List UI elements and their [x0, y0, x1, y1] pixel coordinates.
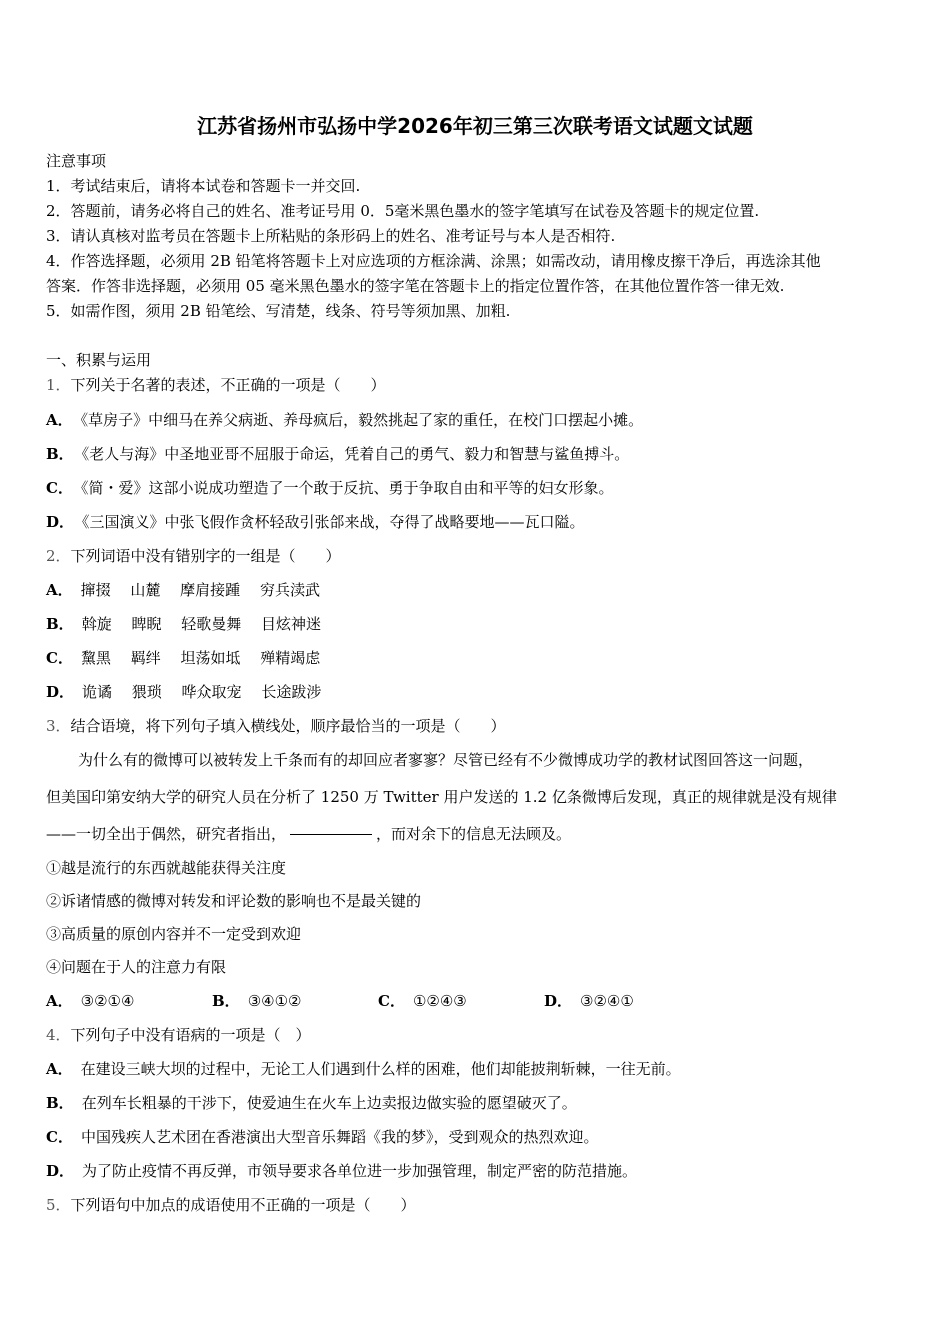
notice-item: 2．答题前，请务必将自己的姓名、准考证号用 0．5毫米黑色墨水的签字笔填写在试卷及答题卡的规定位置.: [46, 202, 760, 220]
q2-option-c: C． 黧黑 羁绊 坦荡如坻 殚精竭虑: [46, 649, 321, 667]
notice-item: 5．如需作图，须用 2B 铅笔绘、写清楚，线条、符号等须加黑、加粗.: [46, 302, 511, 320]
question-stem: 下列词语中没有错别字的一组是（ ）: [70, 547, 341, 565]
q1-option-d: D． 《三国演义》中张飞假作贪杯轻敌引张郃来战，夺得了战略要地——瓦口隘。: [46, 513, 585, 531]
q3-sentence: ③高质量的原创内容并不一定受到欢迎: [46, 925, 302, 943]
q3-option-b: B． ③④①②: [212, 992, 302, 1010]
question-stem: 下列句子中没有语病的一项是（ ）: [70, 1026, 311, 1044]
q2-option-d: D． 诡谲 猥琐 哗众取宠 长途跋涉: [46, 683, 322, 701]
notice-heading: 注意事项: [46, 152, 107, 170]
q2-option-b: B． 斡旋 睥睨 轻歌曼舞 目炫神迷: [46, 615, 321, 633]
question-number: 4．: [46, 1026, 71, 1044]
question-5: [46, 1195, 416, 1215]
section-heading: 一、积累与运用: [46, 351, 152, 369]
notice-item: 4．作答选择题，必须用 2B 铅笔将答题卡上对应选项的方框涂满、涂黑；如需改动，请用橡皮擦干净后，再选涂其他: [46, 252, 821, 270]
question-stem: 结合语境，将下列句子填入横线处，顺序最恰当的一项是（ ）: [70, 717, 506, 735]
q3-passage: 但美国印第安纳大学的研究人员在分析了 1250 万 Twitter 用户发送的 1.2 亿条微博后发现，真正的规律就是没有规律: [46, 788, 837, 806]
q4-option-d: D． 为了防止疫情不再反弹，市领导要求各单位进一步加强管理，制定严密的防范措施。: [46, 1162, 638, 1180]
notice-item: 答案．作答非选择题，必须用 05 毫米黑色墨水的签字笔在答题卡上的指定位置作答，在其他位置作答一律无效.: [46, 277, 785, 295]
q3-options: [46, 991, 710, 1011]
q3-option-a: A． ③②①④: [46, 992, 135, 1010]
q3-sentence: ②诉诸情感的微博对转发和评论数的影响也不是最关键的: [46, 892, 422, 910]
question-2: [46, 546, 341, 566]
fill-blank: [290, 834, 372, 835]
q3-passage: ——一切全出于偶然，研究者指出， ，而对余下的信息无法顾及。: [46, 825, 572, 843]
question-number: 2．: [46, 547, 71, 565]
q1-option-a: A． 《草房子》中细马在养父病逝、养母疯后，毅然挑起了家的重任，在校门口摆起小摊。: [46, 411, 644, 429]
notice-item: 1．考试结束后，请将本试卷和答题卡一并交回.: [46, 177, 361, 195]
question-number: 1．: [46, 376, 71, 394]
q3-option-c: C． ①②④③: [378, 992, 467, 1010]
q1-option-c: C． 《简・爱》这部小说成功塑造了一个敢于反抗、勇于争取自由和平等的妇女形象。: [46, 479, 614, 497]
q3-option-d: D． ③②④①: [544, 992, 634, 1010]
question-number: 3．: [46, 717, 71, 735]
notice-item: 3．请认真核对监考员在答题卡上所粘贴的条形码上的姓名、准考证号与本人是否相符.: [46, 227, 616, 245]
question-number: 5．: [46, 1196, 71, 1214]
q2-option-a: A． 撺掇 山麓 摩肩接踵 穷兵渎武: [46, 581, 320, 599]
q3-passage: 为什么有的微博可以被转发上千条而有的却回应者寥寥？尽管已经有不少微博成功学的教材试图回答这一问题，: [78, 751, 814, 769]
q3-sentence: ④问题在于人的注意力有限: [46, 958, 227, 976]
q3-sentence: ①越是流行的东西就越能获得关注度: [46, 859, 287, 877]
q4-option-a: A． 在建设三峡大坝的过程中，无论工人们遇到什么样的困难，他们却能披荆斩棘，一往无前。: [46, 1060, 681, 1078]
question-stem: 下列关于名著的表述，不正确的一项是（ ）: [70, 376, 386, 394]
question-3: [46, 716, 506, 736]
page-title: 江苏省扬州市弘扬中学2026年初三第三次联考语文试题文试题: [197, 114, 753, 138]
q1-option-b: B． 《老人与海》中圣地亚哥不屈服于命运，凭着自己的勇气、毅力和智慧与鲨鱼搏斗。: [46, 445, 630, 463]
q4-option-c: C． 中国残疾人艺术团在香港演出大型音乐舞蹈《我的梦》，受到观众的热烈欢迎。: [46, 1128, 599, 1146]
q4-option-b: B． 在列车长粗暴的干涉下，使爱迪生在火车上边卖报边做实验的愿望破灭了。: [46, 1094, 577, 1112]
question-stem: 下列语句中加点的成语使用不正确的一项是（ ）: [70, 1196, 416, 1214]
question-4: [46, 1025, 311, 1045]
question-1: [46, 375, 386, 395]
